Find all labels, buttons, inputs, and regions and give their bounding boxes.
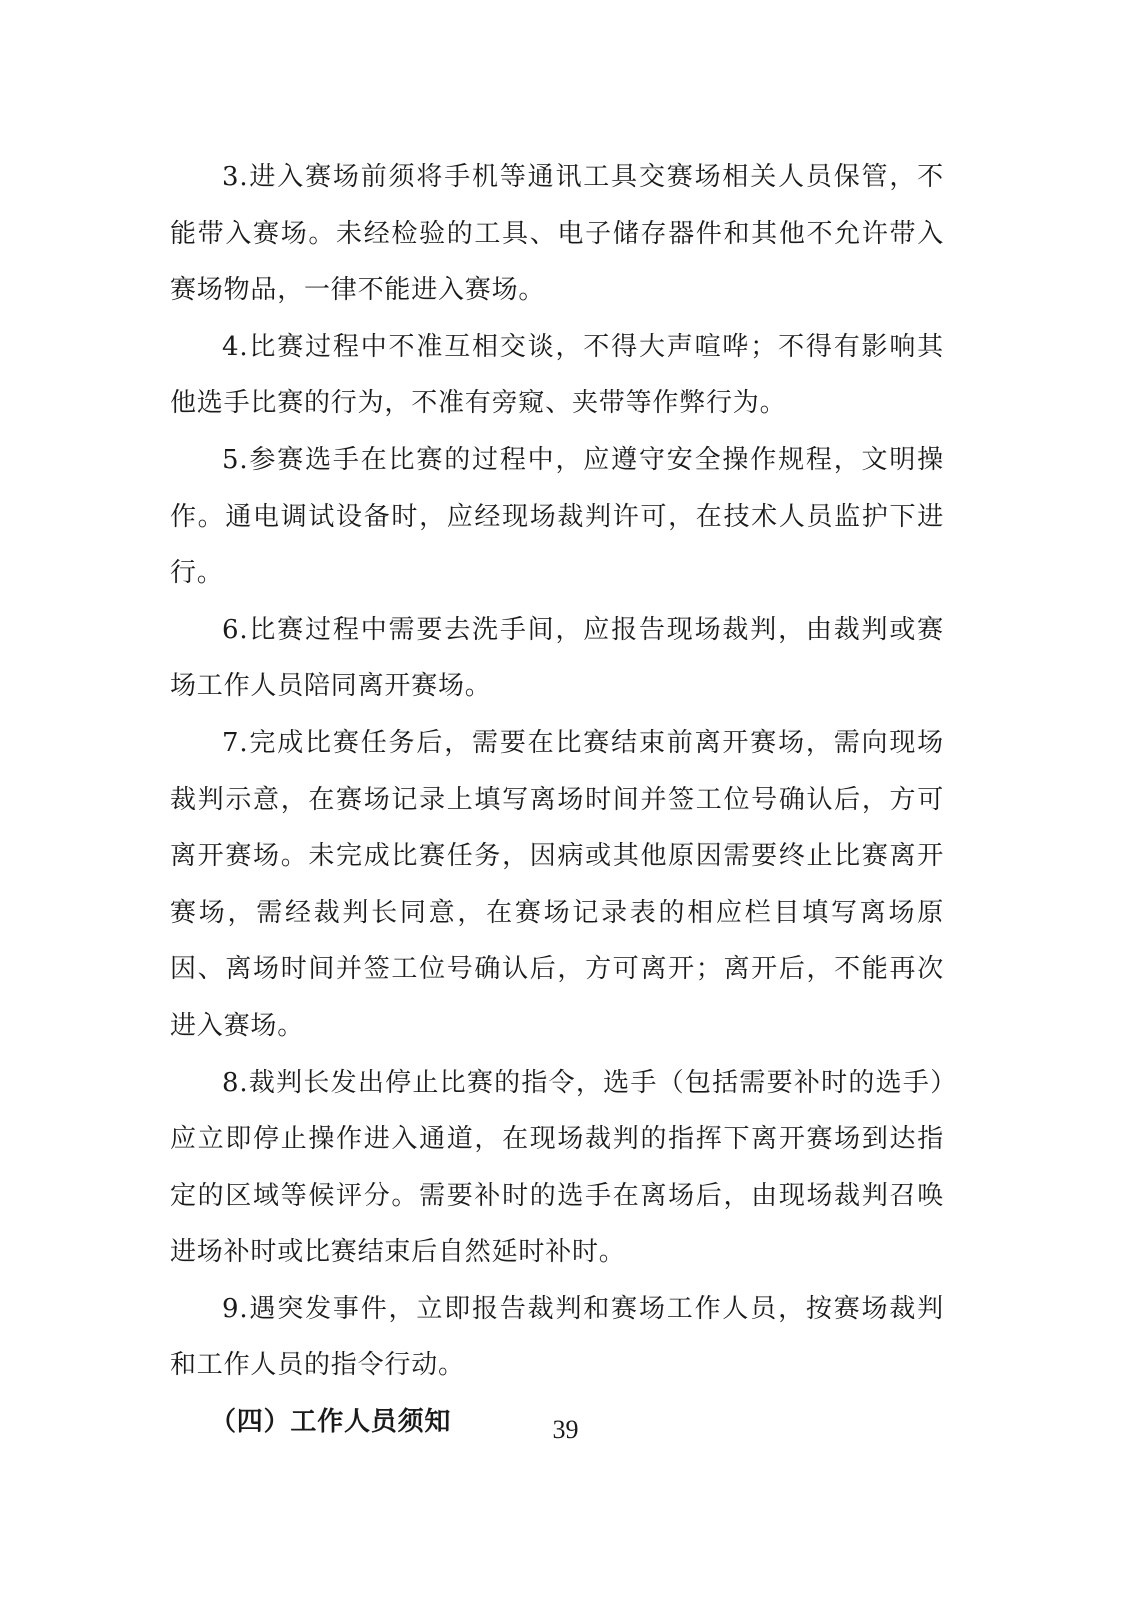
paragraph-item-4: 4.比赛过程中不准互相交谈，不得大声喧哗；不得有影响其他选手比赛的行为，不准有旁窥、夹带等作弊行为。 <box>170 331 944 419</box>
paragraph-item-7: 7.完成比赛任务后，需要在比赛结束前离开赛场，需向现场裁判示意，在赛场记录上填写离场时间并签工位号确认后，方可离开赛场。未完成比赛任务，因病或其他原因需要终止比赛离开赛场，需经裁判长同意，在赛场记录表的相应栏目填写离场原因、离场时间并签工位号确认后，方可离开；离开后，不能再次进入赛场。 <box>170 727 944 1041</box>
page-number: 39 <box>552 1415 579 1444</box>
document-body <box>170 149 944 1451</box>
paragraph-item-3: 3.进入赛场前须将手机等通讯工具交赛场相关人员保管，不能带入赛场。未经检验的工具、电子储存器件和其他不允许带入赛场物品，一律不能进入赛场。 <box>170 162 944 306</box>
paragraph-item-6: 6.比赛过程中需要去洗手间，应报告现场裁判，由裁判或赛场工作人员陪同离开赛场。 <box>170 614 944 702</box>
paragraph-item-5: 5.参赛选手在比赛的过程中，应遵守安全操作规程，文明操作。通电调试设备时，应经现场裁判许可，在技术人员监护下进行。 <box>170 444 944 589</box>
paragraph-item-8: 8.裁判长发出停止比赛的指令，选手（包括需要补时的选手）应立即停止操作进入通道，在现场裁判的指挥下离开赛场到达指定的区域等候评分。需要补时的选手在离场后，由现场裁判召唤进场补时或比赛结束后自然延时补时。 <box>170 1067 944 1268</box>
section-heading: （四）工作人员须知 <box>210 1407 452 1438</box>
paragraph-item-9: 9.遇突发事件，立即报告裁判和赛场工作人员，按赛场裁判和工作人员的指令行动。 <box>170 1293 944 1381</box>
